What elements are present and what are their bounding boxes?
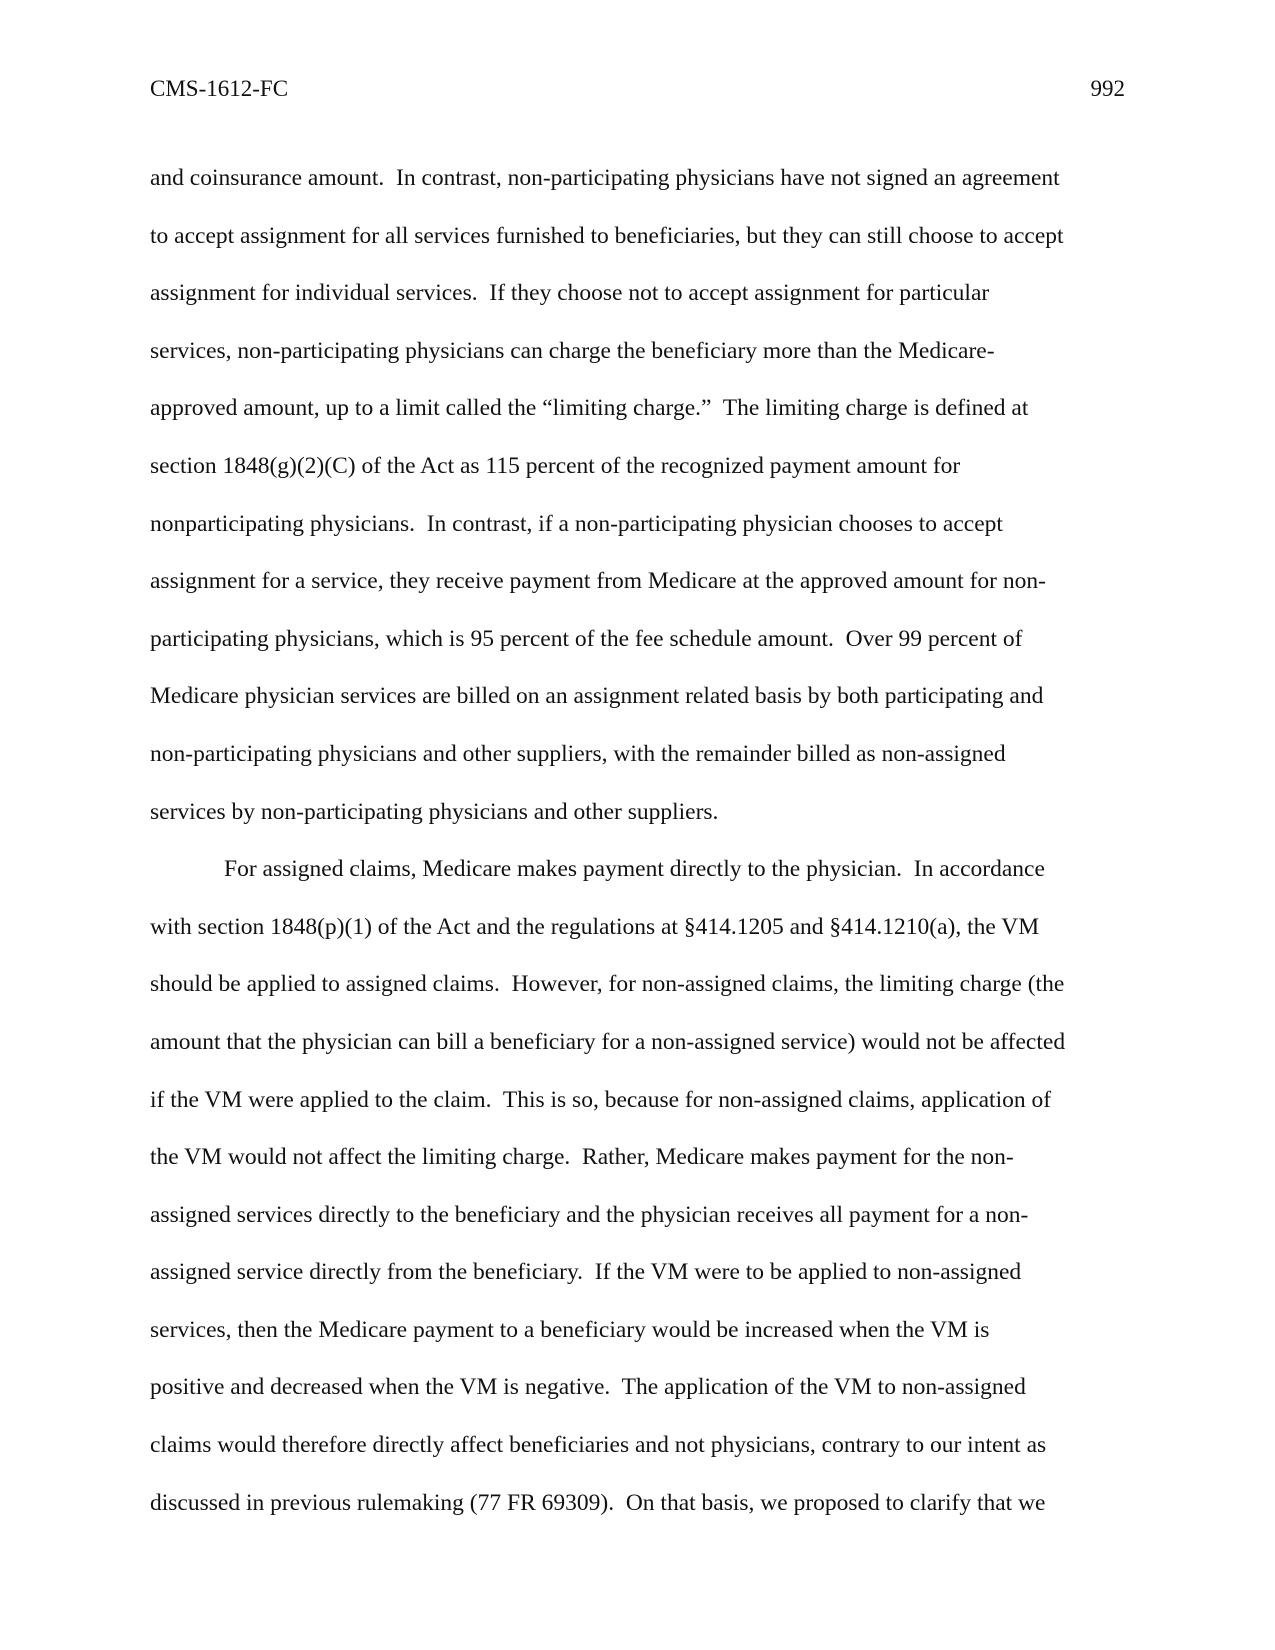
text-line: participating physicians, which is 95 percent of the fee schedule amount. Over 99 percent of — [150, 625, 1023, 652]
text-line: assignment for individual services. If they choose not to accept assignment for particular — [150, 280, 990, 307]
text-line: should be applied to assigned claims. However, for non-assigned claims, the limiting charge (the — [150, 971, 1065, 998]
text-line: assignment for a service, they receive payment from Medicare at the approved amount for non- — [150, 568, 1046, 595]
text-line: nonparticipating physicians. In contrast, if a non-participating physician chooses to accept — [150, 510, 1003, 537]
text-line: assigned service directly from the beneficiary. If the VM were to be applied to non-assigned — [150, 1259, 1022, 1286]
text-line: services, non-participating physicians can charge the beneficiary more than the Medicare- — [150, 337, 995, 364]
text-line: positive and decreased when the VM is negative. The application of the VM to non-assigned — [150, 1374, 1026, 1401]
text-line: non-participating physicians and other suppliers, with the remainder billed as non-assigned — [150, 740, 1006, 767]
body-text — [150, 150, 1140, 1532]
text-line: services, then the Medicare payment to a beneficiary would be increased when the VM is — [150, 1316, 990, 1343]
paragraph-1 — [150, 150, 1140, 841]
page-number: 992 — [1090, 76, 1125, 101]
text-line: Medicare physician services are billed on an assignment related basis by both participating and — [150, 683, 1044, 710]
text-line: and coinsurance amount. In contrast, non-participating physicians have not signed an agreement — [150, 165, 1060, 191]
text-line: section 1848(g)(2)(C) of the Act as 115 percent of the recognized payment amount for — [150, 452, 961, 479]
text-line: approved amount, up to a limit called the “limiting charge.” The limiting charge is defined at — [150, 395, 1029, 422]
text-line: services by non-participating physicians and other suppliers. — [150, 798, 719, 825]
paragraph-2 — [150, 841, 1140, 1532]
text-line: assigned services directly to the beneficiary and the physician receives all payment for a non- — [150, 1201, 1029, 1228]
document-id: CMS-1612-FC — [150, 76, 289, 101]
text-line: the VM would not affect the limiting charge. Rather, Medicare makes payment for the non- — [150, 1144, 1014, 1171]
text-line: with section 1848(p)(1) of the Act and the regulations at §414.1205 and §414.1210(a), the VM — [150, 913, 1040, 940]
text-line: claims would therefore directly affect beneficiaries and not physicians, contrary to our intent as — [150, 1432, 1047, 1459]
text-line: amount that the physician can bill a beneficiary for a non-assigned service) would not be affected — [150, 1028, 1066, 1055]
text-line: if the VM were applied to the claim. This is so, because for non-assigned claims, application of — [150, 1086, 1052, 1113]
text-line: to accept assignment for all services furnished to beneficiaries, but they can still choose to accept — [150, 222, 1064, 249]
text-line: discussed in previous rulemaking (77 FR 69309). On that basis, we proposed to clarify that we — [150, 1489, 1046, 1516]
text-line: For assigned claims, Medicare makes payment directly to the physician. In accordance — [224, 856, 1045, 883]
